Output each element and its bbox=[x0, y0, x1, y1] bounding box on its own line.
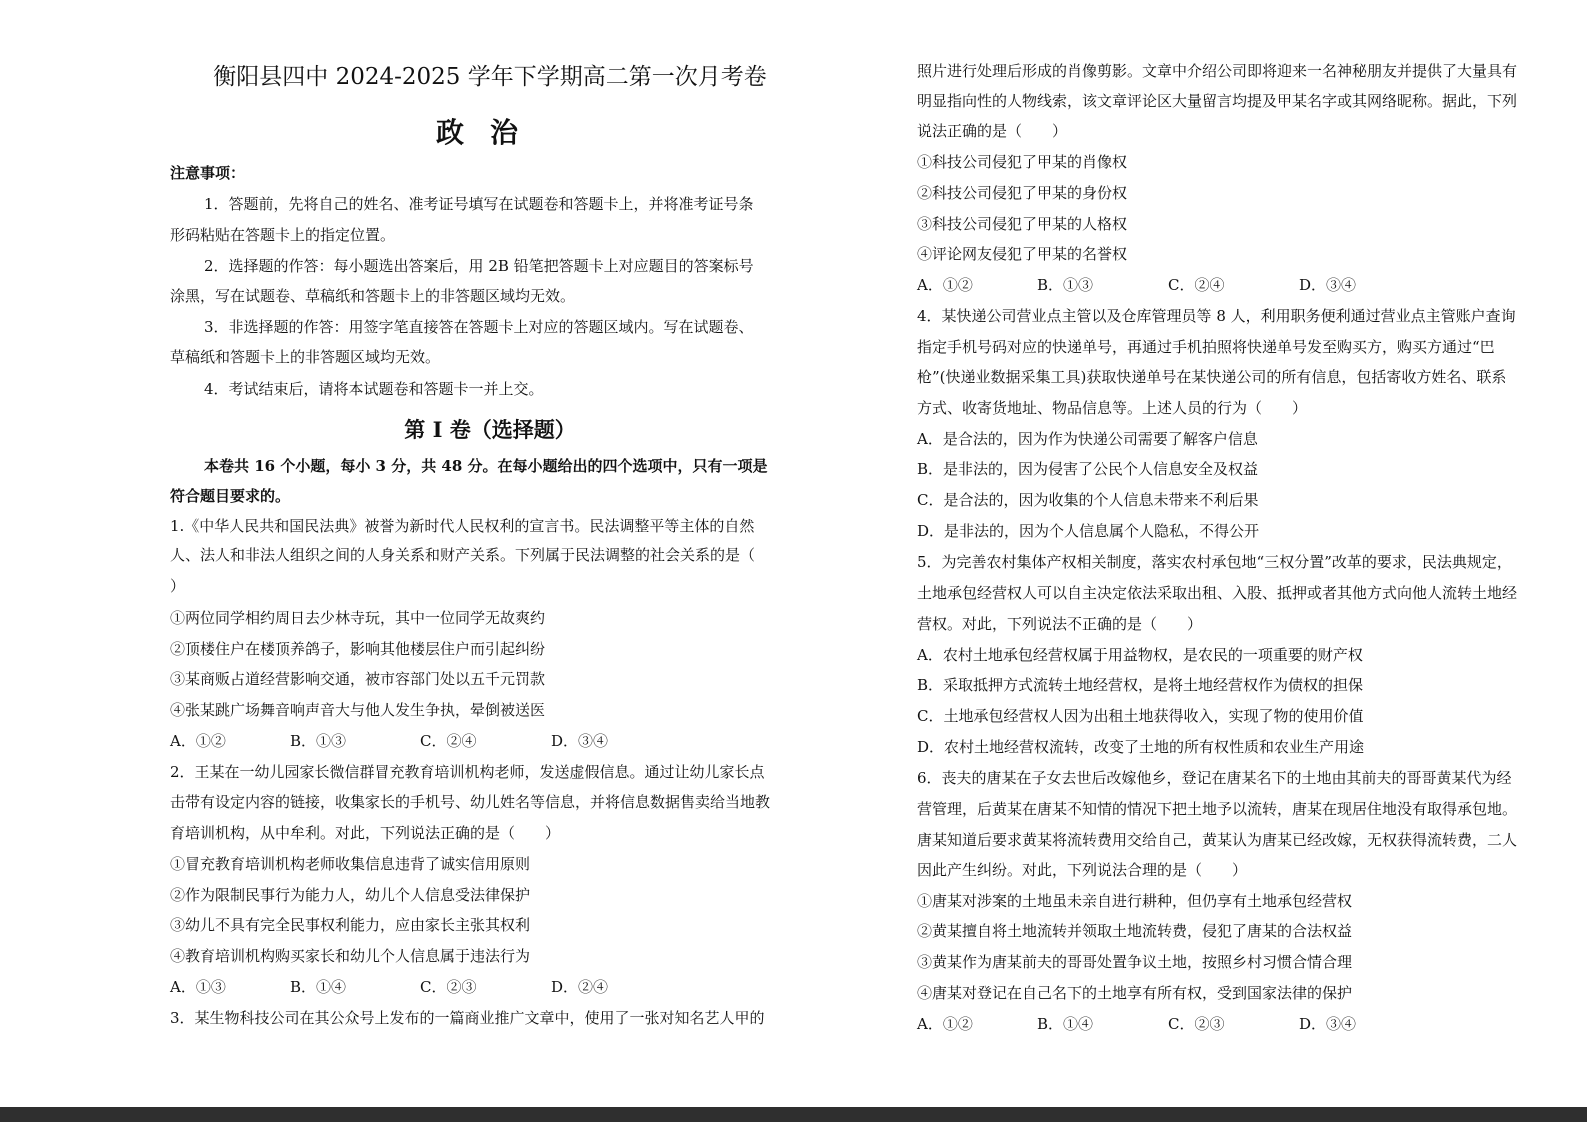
question-5-stem: 5．为完善农村集体产权相关制度，落实农村承包地“三权分置”改革的要求，民法典规定， bbox=[917, 553, 1512, 571]
question-1-item: ①两位同学相约周日去少林寺玩，其中一位同学无故爽约 bbox=[170, 609, 546, 627]
question-6-stem: 唐某知道后要求黄某将流转费用交给自己，黄某认为唐某已经改嫁，无权获得流转费，二人 bbox=[917, 831, 1518, 849]
question-1-item: ④张某跳广场舞音响声音大与他人发生争执，晕倒被送医 bbox=[170, 701, 546, 719]
question-4-stem: 4．某快递公司营业点主管以及仓库管理员等 8 人，利用职务便利通过营业点主管账户查询 bbox=[917, 307, 1516, 325]
question-3-item: ④评论网友侵犯了甲某的名誉权 bbox=[917, 245, 1128, 263]
question-3-item: ②科技公司侵犯了甲某的身份权 bbox=[917, 184, 1128, 202]
notice-line: 3．非选择题的作答：用签字笔直接答在答题卡上对应的答题区域内。写在试题卷、 bbox=[204, 318, 754, 336]
notice-line: 草稿纸和答题卡上的非答题区域均无效。 bbox=[170, 348, 441, 366]
question-3-stem: 说法正确的是（ ） bbox=[917, 122, 1068, 140]
question-4-choice-d: D．是非法的，因为个人信息属个人隐私，不得公开 bbox=[917, 522, 1260, 540]
notice-line: 1．答题前，先将自己的姓名、准考证号填写在试题卷和答题卡上，并将准考证号条 bbox=[204, 195, 754, 213]
question-1-option-c: C．②④ bbox=[420, 732, 477, 750]
section-title: 第 I 卷（选择题） bbox=[404, 417, 576, 442]
question-1-option-b: B．①③ bbox=[290, 732, 347, 750]
question-6-item: ①唐某对涉案的土地虽未亲自进行耕种，但仍享有土地承包经营权 bbox=[917, 892, 1353, 910]
question-5-choice-a: A．农村土地承包经营权属于用益物权，是农民的一项重要的财产权 bbox=[917, 646, 1363, 664]
page-bottom-border bbox=[0, 1107, 1587, 1122]
question-5-stem: 营权。对此，下列说法不正确的是（ ） bbox=[917, 615, 1203, 633]
question-6-option-d: D．③④ bbox=[1299, 1015, 1357, 1033]
question-6-item: ②黄某擅自将土地流转并领取土地流转费，侵犯了唐某的合法权益 bbox=[917, 922, 1353, 940]
question-4-stem: 指定手机号码对应的快递单号，再通过手机拍照将快递单号发至购买方，购买方通过“巴 bbox=[917, 338, 1495, 356]
notice-line: 涂黑，写在试题卷、草稿纸和答题卡上的非答题区域均无效。 bbox=[170, 287, 576, 305]
question-2-option-b: B．①④ bbox=[290, 978, 347, 996]
question-1-item: ③某商贩占道经营影响交通，被市容部门处以五千元罚款 bbox=[170, 670, 546, 688]
question-6-stem: 因此产生纠纷。对此，下列说法合理的是（ ） bbox=[917, 861, 1248, 879]
question-6-option-b: B．①④ bbox=[1037, 1015, 1094, 1033]
question-6-item: ④唐某对登记在自己名下的土地享有所有权，受到国家法律的保护 bbox=[917, 984, 1353, 1002]
question-2-item: ③幼儿不具有完全民事权利能力，应由家长主张其权利 bbox=[170, 916, 531, 934]
notice-line: 4．考试结束后，请将本试题卷和答题卡一并上交。 bbox=[204, 380, 544, 398]
section-intro: 本卷共 16 个小题，每小 3 分，共 48 分。在每小题给出的四个选项中，只有一项是 bbox=[204, 457, 768, 475]
question-6-option-c: C．②③ bbox=[1168, 1015, 1225, 1033]
exam-title: 衡阳县四中 2024-2025 学年下学期高二第一次月考卷 bbox=[213, 64, 767, 90]
question-6-option-a: A．①② bbox=[917, 1015, 973, 1033]
question-3-item: ③科技公司侵犯了甲某的人格权 bbox=[917, 215, 1128, 233]
question-1-stem: ） bbox=[170, 577, 186, 595]
question-5-choice-d: D．农村土地经营权流转，改变了土地的所有权性质和农业生产用途 bbox=[917, 738, 1365, 756]
question-5-stem: 土地承包经营权人可以自主决定依法采取出租、入股、抵押或者其他方式向他人流转土地经 bbox=[917, 584, 1518, 602]
question-5-choice-b: B．采取抵押方式流转土地经营权，是将土地经营权作为债权的担保 bbox=[917, 676, 1364, 694]
question-1-option-a: A．①② bbox=[170, 732, 226, 750]
question-1-item: ②顶楼住户在楼顶养鸽子，影响其他楼层住户而引起纠纷 bbox=[170, 640, 546, 658]
question-3-option-c: C．②④ bbox=[1168, 276, 1225, 294]
question-2-option-c: C．②③ bbox=[420, 978, 477, 996]
question-2-item: ①冒充教育培训机构老师收集信息违背了诚实信用原则 bbox=[170, 855, 531, 873]
notice-line: 形码粘贴在答题卡上的指定位置。 bbox=[170, 226, 396, 244]
section-intro: 符合题目要求的。 bbox=[170, 487, 291, 505]
question-1-stem: 人、法人和非法人组织之间的人身关系和财产关系。下列属于民法调整的社会关系的是（ bbox=[170, 546, 756, 564]
question-2-option-a: A．①③ bbox=[170, 978, 226, 996]
question-3-option-a: A．①② bbox=[917, 276, 973, 294]
notice-line: 2．选择题的作答：每小题选出答案后，用 2B 铅笔把答题卡上对应题目的答案标号 bbox=[204, 257, 754, 275]
question-1-option-d: D．③④ bbox=[551, 732, 609, 750]
question-2-stem: 击带有设定内容的链接，收集家长的手机号、幼儿姓名等信息，并将信息数据售卖给当地教 bbox=[170, 793, 771, 811]
question-2-stem: 2．王某在一幼儿园家长微信群冒充教育培训机构老师，发送虚假信息。通过让幼儿家长点 bbox=[170, 763, 765, 781]
question-2-stem: 育培训机构，从中牟利。对此，下列说法正确的是（ ） bbox=[170, 824, 561, 842]
question-4-stem: 枪”(快递业数据采集工具)获取快递单号在某快递公司的所有信息，包括寄收方姓名、联系 bbox=[917, 368, 1507, 386]
question-6-item: ③黄某作为唐某前夫的哥哥处置争议土地，按照乡村习惯合情合理 bbox=[917, 953, 1353, 971]
question-4-choice-b: B．是非法的，因为侵害了公民个人信息安全及权益 bbox=[917, 460, 1259, 478]
question-1-stem: 1.《中华人民共和国民法典》被誉为新时代人民权利的宣言书。民法调整平等主体的自然 bbox=[170, 517, 755, 535]
question-2-option-d: D．②④ bbox=[551, 978, 609, 996]
notice-heading: 注意事项： bbox=[170, 164, 246, 182]
question-6-stem: 营管理，后黄某在唐某不知情的情况下把土地予以流转，唐某在现居住地没有取得承包地。 bbox=[917, 800, 1518, 818]
question-3-stem: 明显指向性的人物线索，该文章评论区大量留言均提及甲某名字或其网络昵称。据此，下列 bbox=[917, 92, 1518, 110]
question-5-choice-c: C．土地承包经营权人因为出租土地获得收入，实现了物的使用价值 bbox=[917, 707, 1364, 725]
question-2-item: ②作为限制民事行为能力人，幼儿个人信息受法律保护 bbox=[170, 886, 531, 904]
question-3-option-b: B．①③ bbox=[1037, 276, 1094, 294]
question-6-stem: 6．丧夫的唐某在子女去世后改嫁他乡，登记在唐某名下的土地由其前夫的哥哥黄某代为经 bbox=[917, 769, 1512, 787]
question-4-choice-a: A．是合法的，因为作为快递公司需要了解客户信息 bbox=[917, 430, 1258, 448]
question-3-item: ①科技公司侵犯了甲某的肖像权 bbox=[917, 153, 1128, 171]
question-3-option-d: D．③④ bbox=[1299, 276, 1357, 294]
question-3-stem: 3．某生物科技公司在其公众号上发布的一篇商业推广文章中，使用了一张对知名艺人甲的 bbox=[170, 1009, 765, 1027]
exam-subject: 政治 bbox=[435, 116, 544, 149]
question-2-item: ④教育培训机构购买家长和幼儿个人信息属于违法行为 bbox=[170, 947, 531, 965]
question-4-stem: 方式、收寄货地址、物品信息等。上述人员的行为（ ） bbox=[917, 399, 1308, 417]
question-4-choice-c: C．是合法的，因为收集的个人信息未带来不利后果 bbox=[917, 491, 1259, 509]
question-3-stem: 照片进行处理后形成的肖像剪影。文章中介绍公司即将迎来一名神秘朋友并提供了大量具有 bbox=[917, 62, 1518, 80]
